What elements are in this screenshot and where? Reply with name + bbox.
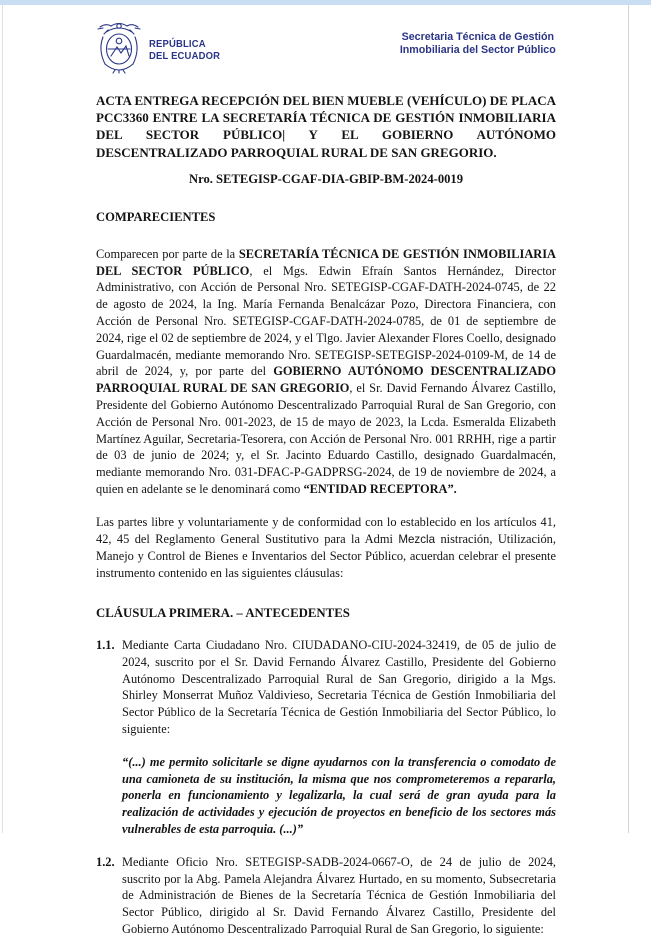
republic-line2: DEL ECUADOR (149, 49, 221, 62)
item-body[interactable]: Mediante Carta Ciudadano Nro. CIUDADANO-CIU-2024-32419, de 05 de julio de 2024, suscrito por el Sr. David Fernando Álvarez Castillo, Presidente del Gobierno Autónomo Descentralizado Parroquial Rural de San Gregorio, dirigido a la Mgs. Shirley Monserrat Muñoz Valdivieso, Secretaria Técnica de Gestión Inmobiliaria del Sector Público de la Secretaría Técnica de Gestión Inmobiliaria del Sector Público, lo siguiente: (122, 637, 556, 736)
institution-name (400, 31, 556, 57)
list-item-1-2[interactable] (96, 854, 556, 938)
clause1-heading[interactable]: CLÁUSULA PRIMERA. – ANTECEDENTES (96, 605, 350, 620)
institution-line2: Inmobiliaria del Sector Público (400, 44, 556, 56)
page-edge-right (628, 5, 629, 833)
republic-brand (96, 20, 228, 79)
comparecientes-heading[interactable]: COMPARECIENTES (96, 209, 216, 224)
document-content[interactable] (96, 20, 556, 938)
document-title[interactable]: ACTA ENTREGA RECEPCIÓN DEL BIEN MUEBLE (VEHÍCULO) DE PLACA PCC3360 ENTRE LA SECRETARÍA TÉCNICA DE GESTIÓN INMOBILIARIA DEL SECTOR PÚBLICO| Y EL GOBIERNO AUTÓNOMO DESCENTRALIZADO PARROQUIAL RURAL DE SAN GREGORIO. (96, 93, 556, 160)
citizen-request-quote[interactable]: “(...) me permito solicitarle se digne ayudarnos con la transferencia o comodato de una camioneta de su institución, la misma que nos comprometeremos a repararla, ponerla en funcionamiento y legalizarla, la cual será de gran ayuda para la realización de actividades y ejecución de proyectos en beneficio de los sectores más vulnerables de esta parroquia. (...)” (122, 754, 556, 836)
institution-line1: Secretaria Técnica de Gestión (401, 31, 555, 43)
page-edge-left (2, 5, 3, 833)
republic-line1: REPÚBLICA (149, 37, 206, 50)
list-item-1-1[interactable] (96, 637, 556, 738)
paragraph-comparecientes[interactable]: Comparecen por parte de la SECRETARÍA TÉCNICA DE GESTIÓN INMOBILIARIA DEL SECTOR PÚBLICO, el Mgs. Edwin Efraín Santos Hernández, Director Administrativo, con Acción de Personal Nro. SETEGISP-CGAF-DATH-2024-0745, de 22 de agosto de 2024, la Ing. María Fernanda Benalcázar Pozo, Directora Financiera, con Acción de Personal Nro. SETEGISP-CGAF-DATH-2024-0785, de 01 de septiembre de 2024, rige el 02 de septiembre de 2024, y el Tlgo. Javier Alexander Flores Coello, designado Guardalmacén, mediante memorando Nro. SETEGISP-SETEGISP-2024-0109-M, de 14 de abril de 2024, y, por parte del GOBIERNO AUTÓNOMO DESCENTRALIZADO PARROQUIAL RURAL DE SAN GREGORIO, el Sr. David Fernando Álvarez Castillo, Presidente del Gobierno Autónomo Descentralizado Parroquial Rural de San Gregorio, con Acción de Personal Nro. 001-2023, de 15 de mayo de 2023, la Lcda. Esmeralda Elizabeth Martínez Aguilar, Secretaria-Tesorera, con Acción de Personal Nro. 001 RRHH, rige a partir de 03 de junio de 2024; y, el Sr. Jacinto Eduardo Castillo, designado Guardalmacén, mediante memorando Nro. 031-DFAC-P-GADPRSG-2024, de 19 de noviembre de 2024, a quien en adelante se le denominará como “ENTIDAD RECEPTORA”. (96, 246, 557, 496)
paragraph-partes[interactable]: Las partes libre y voluntariamente y de conformidad con lo establecido en los artículos 41, 42, 45 del Reglamento General Sustitutivo para la Admi Mezcla nistración, Utilización, Manejo y Control de Bienes e Inventarios del Sector Público, acuerdan celebrar el presente instrumento contenido en las siguientes cláusulas: (96, 514, 556, 581)
republic-label (149, 38, 220, 62)
item-body[interactable]: Mediante Oficio Nro. SETEGISP-SADB-2024-0667-O, de 24 de julio de 2024, suscrito por la Abg. Pamela Alejandra Álvarez Hurtado, en su momento, Subsecretaria de Administración de Bienes de la Secretaría Técnica de Gestión Inmobiliaria del Sector Público, dirigido al Sr. David Fernando Álvarez Castillo, Presidente del Gobierno Autónomo Descentralizado Parroquial Rural de San Gregorio, lo siguiente: (122, 854, 556, 936)
item-number: 1.1. (96, 637, 115, 652)
item-number: 1.2. (96, 854, 115, 869)
document-number[interactable]: Nro. SETEGISP-CGAF-DIA-GBIP-BM-2024-0019 (188, 171, 464, 186)
ecuador-coat-of-arms-icon (96, 20, 142, 79)
app-chrome-strip (0, 0, 651, 5)
letterhead (96, 20, 556, 79)
